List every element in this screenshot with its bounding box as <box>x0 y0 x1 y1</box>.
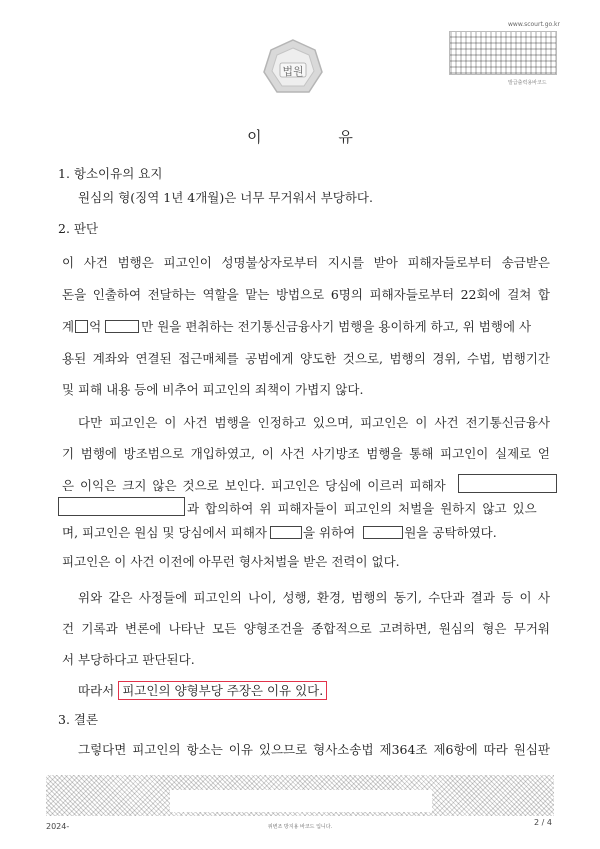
text-fragment: 원을 공탁하였다. <box>404 525 497 540</box>
text-fragment: 며, 피고인은 원심 및 당심에서 피해자 <box>62 525 267 540</box>
paragraph-line: 과 합의하여 위 피해자들이 피고인의 처벌을 원하지 않고 있으 <box>187 501 537 516</box>
redaction-box <box>75 320 88 333</box>
paragraph-line: 서 부당하다고 판단된다. <box>62 652 195 667</box>
text-fragment: 만 원을 편취하는 전기통신금융사기 범행을 용이하게 하고, 위 범행에 사 <box>141 319 532 334</box>
text-fragment: 억 <box>89 319 102 334</box>
paragraph-line: 피고인은 이 사건 이전에 아무런 형사처벌을 받은 전력이 없다. <box>62 554 400 569</box>
paragraph-line: 은 이익은 크지 않은 것으로 보인다. 피고인은 당심에 이르러 피해자 <box>62 478 446 493</box>
redaction-box <box>58 497 185 516</box>
paragraph-line: 돈을 인출하여 전달하는 역할을 맡는 방법으로 6명의 피해자들로부터 22회에 걸쳐 합 <box>62 287 550 302</box>
text-fragment: 을 위하여 <box>302 525 356 540</box>
redaction-box <box>363 526 403 539</box>
paragraph-line: 및 피해 내용 등에 비추어 피고인의 죄책이 가볍지 않다. <box>62 382 364 397</box>
section-heading-3: 3. 결론 <box>58 712 99 727</box>
barcode-mask <box>170 790 432 812</box>
section-heading-1: 1. 항소이유의 요지 <box>58 166 163 181</box>
text-fragment: 따라서 <box>78 683 115 698</box>
site-url: www.scourt.go.kr <box>508 21 560 28</box>
paragraph-line: 기 범행에 방조범으로 개입하였고, 이 사건 사기방조 범행을 통해 피고인이 실제로 얻 <box>62 446 550 461</box>
paragraph-line: 다만 피고인은 이 사건 범행을 인정하고 있으며, 피고인은 이 사건 전기통신금융사 <box>78 415 550 430</box>
conclusion-line <box>78 682 327 700</box>
page-number: 2 / 4 <box>534 818 552 827</box>
qr-barcode <box>449 31 557 75</box>
redaction-box <box>270 526 302 539</box>
highlighted-text: 피고인의 양형부당 주장은 이유 있다. <box>118 681 327 700</box>
qr-caption: 발급출력용바코드 <box>508 80 547 86</box>
paragraph-line: 그렇다면 피고인의 항소는 이유 있으므로 형사소송법 제364조 제6항에 따라 원심판 <box>78 742 550 757</box>
paragraph-line: 용된 계좌와 연결된 접근매체를 공범에게 양도한 것으로, 범행의 경위, 수법, 범행기간 <box>62 351 550 366</box>
section-1-body: 원심의 형(징역 1년 4개월)은 너무 무거워서 부당하다. <box>78 190 373 205</box>
page-title: 이 유 <box>247 128 389 146</box>
redaction-box <box>105 320 139 333</box>
paragraph-line: 이 사건 범행은 피고인이 성명불상자로부터 지시를 받아 피해자들로부터 송금받은 <box>62 255 550 270</box>
paragraph-line: 위와 같은 사정들에 피고인의 나이, 성행, 환경, 범행의 동기, 수단과 결과 등 이 사 <box>78 590 550 605</box>
court-seal-icon <box>262 38 324 100</box>
text-fragment: 계 <box>62 319 75 334</box>
paragraph-line-with-redactions <box>62 318 531 336</box>
seal-text: 법원 <box>282 65 304 78</box>
barcode-notice: 위변조 방지용 바코드 입니다. <box>267 824 333 830</box>
redaction-box <box>458 474 557 493</box>
doc-year: 2024- <box>46 822 70 831</box>
paragraph-line-with-redactions <box>62 524 497 542</box>
paragraph-line: 건 기록과 변론에 나타난 모든 양형조건을 종합적으로 고려하면, 원심의 형은 무거워 <box>62 621 550 636</box>
section-heading-2: 2. 판단 <box>58 221 99 236</box>
